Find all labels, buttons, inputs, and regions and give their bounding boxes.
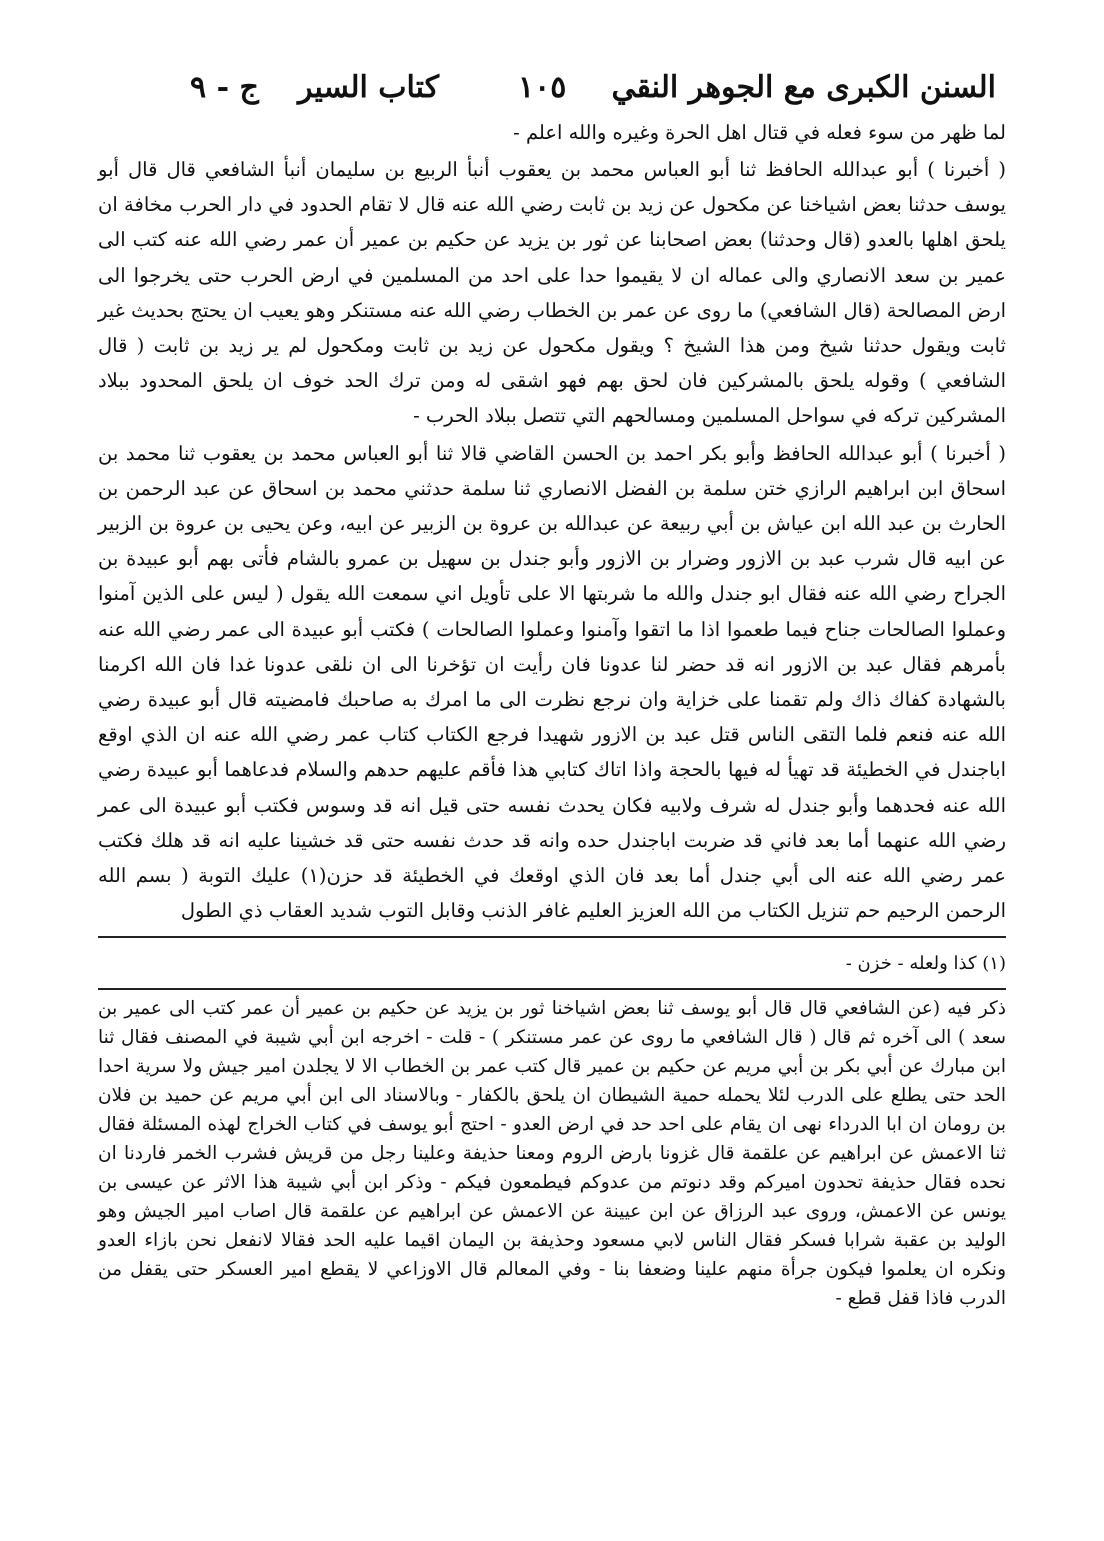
main-paragraph: ( أخبرنا ) أبو عبدالله الحافظ وأبو بكر احمد بن الحسن القاضي قالا ثنا أبو العباس محمد بن يعقوب ثنا محمد بن اسحاق ابن ابراهيم الرازي ختن سلمة بن الفضل الانصاري ثنا سلمة حدثني محمد بن اسحاق عن عبد الرحمن بن الحارث بن عبد الله ابن عياش بن أبي ربيعة عن عبدالله بن عروة بن الزبير عن ابيه، وعن يحيى بن عروة بن الزبير عن ابيه قال شرب عبد بن الازور وضرار بن الازور وأبو جندل بن سهيل بن عمرو بالشام فأتى بهم أبو عبيدة بن الجراح رضي الله عنه فقال ابو جندل والله ما شربتها الا على تأويل اني سمعت الله يقول ( ليس على الذين آمنوا وعملوا الصالحات جناح فيما طعموا اذا ما اتقوا وآمنوا وعملوا الصالحات ) فكتب أبو عبيدة الى عمر رضي الله عنه بأمرهم فقال عبد بن الازور انه قد حضر لنا عدونا فان رأيت ان تؤخرنا الى ان نلقى عدونا غدا فان الله اكرمنا بالشهادة كفاك ذاك ولم تقمنا على خزاية وان نرجع نظرت الى ما امرك به صاحبك فامضيته قال أبو عبيدة رضي الله عنه فنعم فلما التقى الناس قتل عبد بن الازور شهيدا فرجع الكتاب كتاب عمر رضي الله عنه ان الذي اوقع اباجندل في الخطيئة قد تهيأ له فيها بالحجة واذا اتاك كتابي هذا فأقم عليهم حدهم والسلام فدعاهما أبو عبيدة رضي الله عنه فحدهما وأبو جندل له شرف ولابيه فكان يحدث نفسه حتى قيل انه قد وسوس فكتب أبو عبيدة الى عمر رضي الله عنهما أما بعد فاني قد ضربت اباجندل حده وانه قد حدث نفسه حتى قد خشينا عليه انه قد هلك فكتب عمر رضي الله عنه الى أبي جندل أما بعد فان الذي اوقعك في الخطيئة قد حزن(١) عليك التوبة ( بسم الله الرحمن الرحيم حم تنزيل الكتاب من الله العزيز العليم غافر الذنب وقابل التوب شديد العقاب ذي الطول (98, 441, 1007, 923)
main-paragraph: ( أخبرنا ) أبو عبدالله الحافظ ثنا أبو العباس محمد بن يعقوب أنبأ الربيع بن سليمان أنبأ الشافعي قال قال أبو يوسف حدثنا بعض اشياخنا عن مكحول عن زيد بن ثابت رضي الله عنه قال لا تقام الحدود في دار الحرب مخافة ان يلحق اهلها بالعدو (قال وحدثنا) بعض اصحابنا عن ثور بن يزيد عن حكيم بن عمير أن عمر رضي الله عنه كتب الى عمير بن سعد الانصاري والى عماله ان لا يقيموا حدا على احد من المسلمين في ارض الحرب حتى يخرجوا الى ارض المصالحة (قال الشافعي) ما روى عن عمر بن الخطاب رضي الله عنه مستنكر وهو يعيب ان يحتج بحديث غير ثابت ويقول حدثنا شيخ ومن هذا الشيخ ؟ ويقول مكحول عن زيد بن ثابت ومكحول لم ير زيد بن ثابت ( قال الشافعي ) وقوله يلحق بالمشركين فان لحق بهم فهو اشقى له ومن ترك الحد خوف ان يلحق المحدود ببلاد المشركين تركه في سواحل المسلمين ومسالحهم التي تتصل ببلاد الحرب - (98, 158, 1006, 428)
commentary-divider (98, 988, 1006, 990)
main-text (98, 116, 1006, 928)
running-header (98, 60, 1006, 116)
main-text-divider (98, 936, 1006, 938)
main-paragraph: لما ظهر من سوء فعله في قتال اهل الحرة وغيره والله اعلم - (513, 121, 1006, 144)
footnote: (١) كذا ولعله - خزن - (845, 953, 1006, 975)
page-number: ١٠٥ (518, 70, 567, 105)
commentary-paragraph: ذكر فيه (عن الشافعي قال قال أبو يوسف ثنا بعض اشياخنا ثور بن يزيد عن حكيم بن عمير أن عمر كتب الى عمير بن سعد ) الى آخره ثم قال ( قال الشافعي ما روى عن عمر مستنكر ) - قلت - اخرجه ابن أبي شيبة في المصنف فقال ثنا ابن مبارك عن أبي بكر بن أبي مريم عن حكيم بن عمير قال كتب عمر بن الخطاب الا لا يجلدن امير جيش ولا سرية احدا الحد حتى يطلع على الدرب لئلا يحمله حمية الشيطان ان يلحق بالكفار - وبالاسناد الى ابن أبي مريم عن حميد بن فلان بن رومان ان ابا الدرداء نهى ان يقام على احد حد في ارض العدو - احتج أبو يوسف في كتاب الخراج لهذه المسئلة فقال ثنا الاعمش عن ابراهيم عن علقمة قال غزونا بارض الروم ومعنا حذيفة وعلينا رجل من قريش فشرب الخمر فاردنا ان نحده فقال حذيفة تحدون اميركم وقد دنوتم من عدوكم فيطمعون فيكم - وذكر ابن أبي شيبة هذا الاثر عن عيسى بن يونس عن الاعمش، وروى عبد الرزاق عن ابن عيينة عن الاعمش عن ابراهيم عن علقمة قال اصاب امير الجيش وهو الوليد بن عقبة شرابا فسكر فقال الناس لابي مسعود وحذيفة بن اليمان اقيما عليه الحد فقالا لانفعل نحن بازاء العدو ونكره ان يعلموا فيكون جرأة منهم علينا وضعفا بنا - وفي المعالم قال الاوزاعي لا يقطع امير العسكر حتى يقفل من الدرب فاذا قفل قطع - (98, 998, 1006, 1310)
volume-number: ج - ٩ (190, 70, 259, 105)
book-title: السنن الكبرى مع الجوهر النقي (611, 70, 996, 105)
chapter-title: كتاب السير (298, 70, 440, 105)
commentary-section (98, 994, 1006, 1313)
